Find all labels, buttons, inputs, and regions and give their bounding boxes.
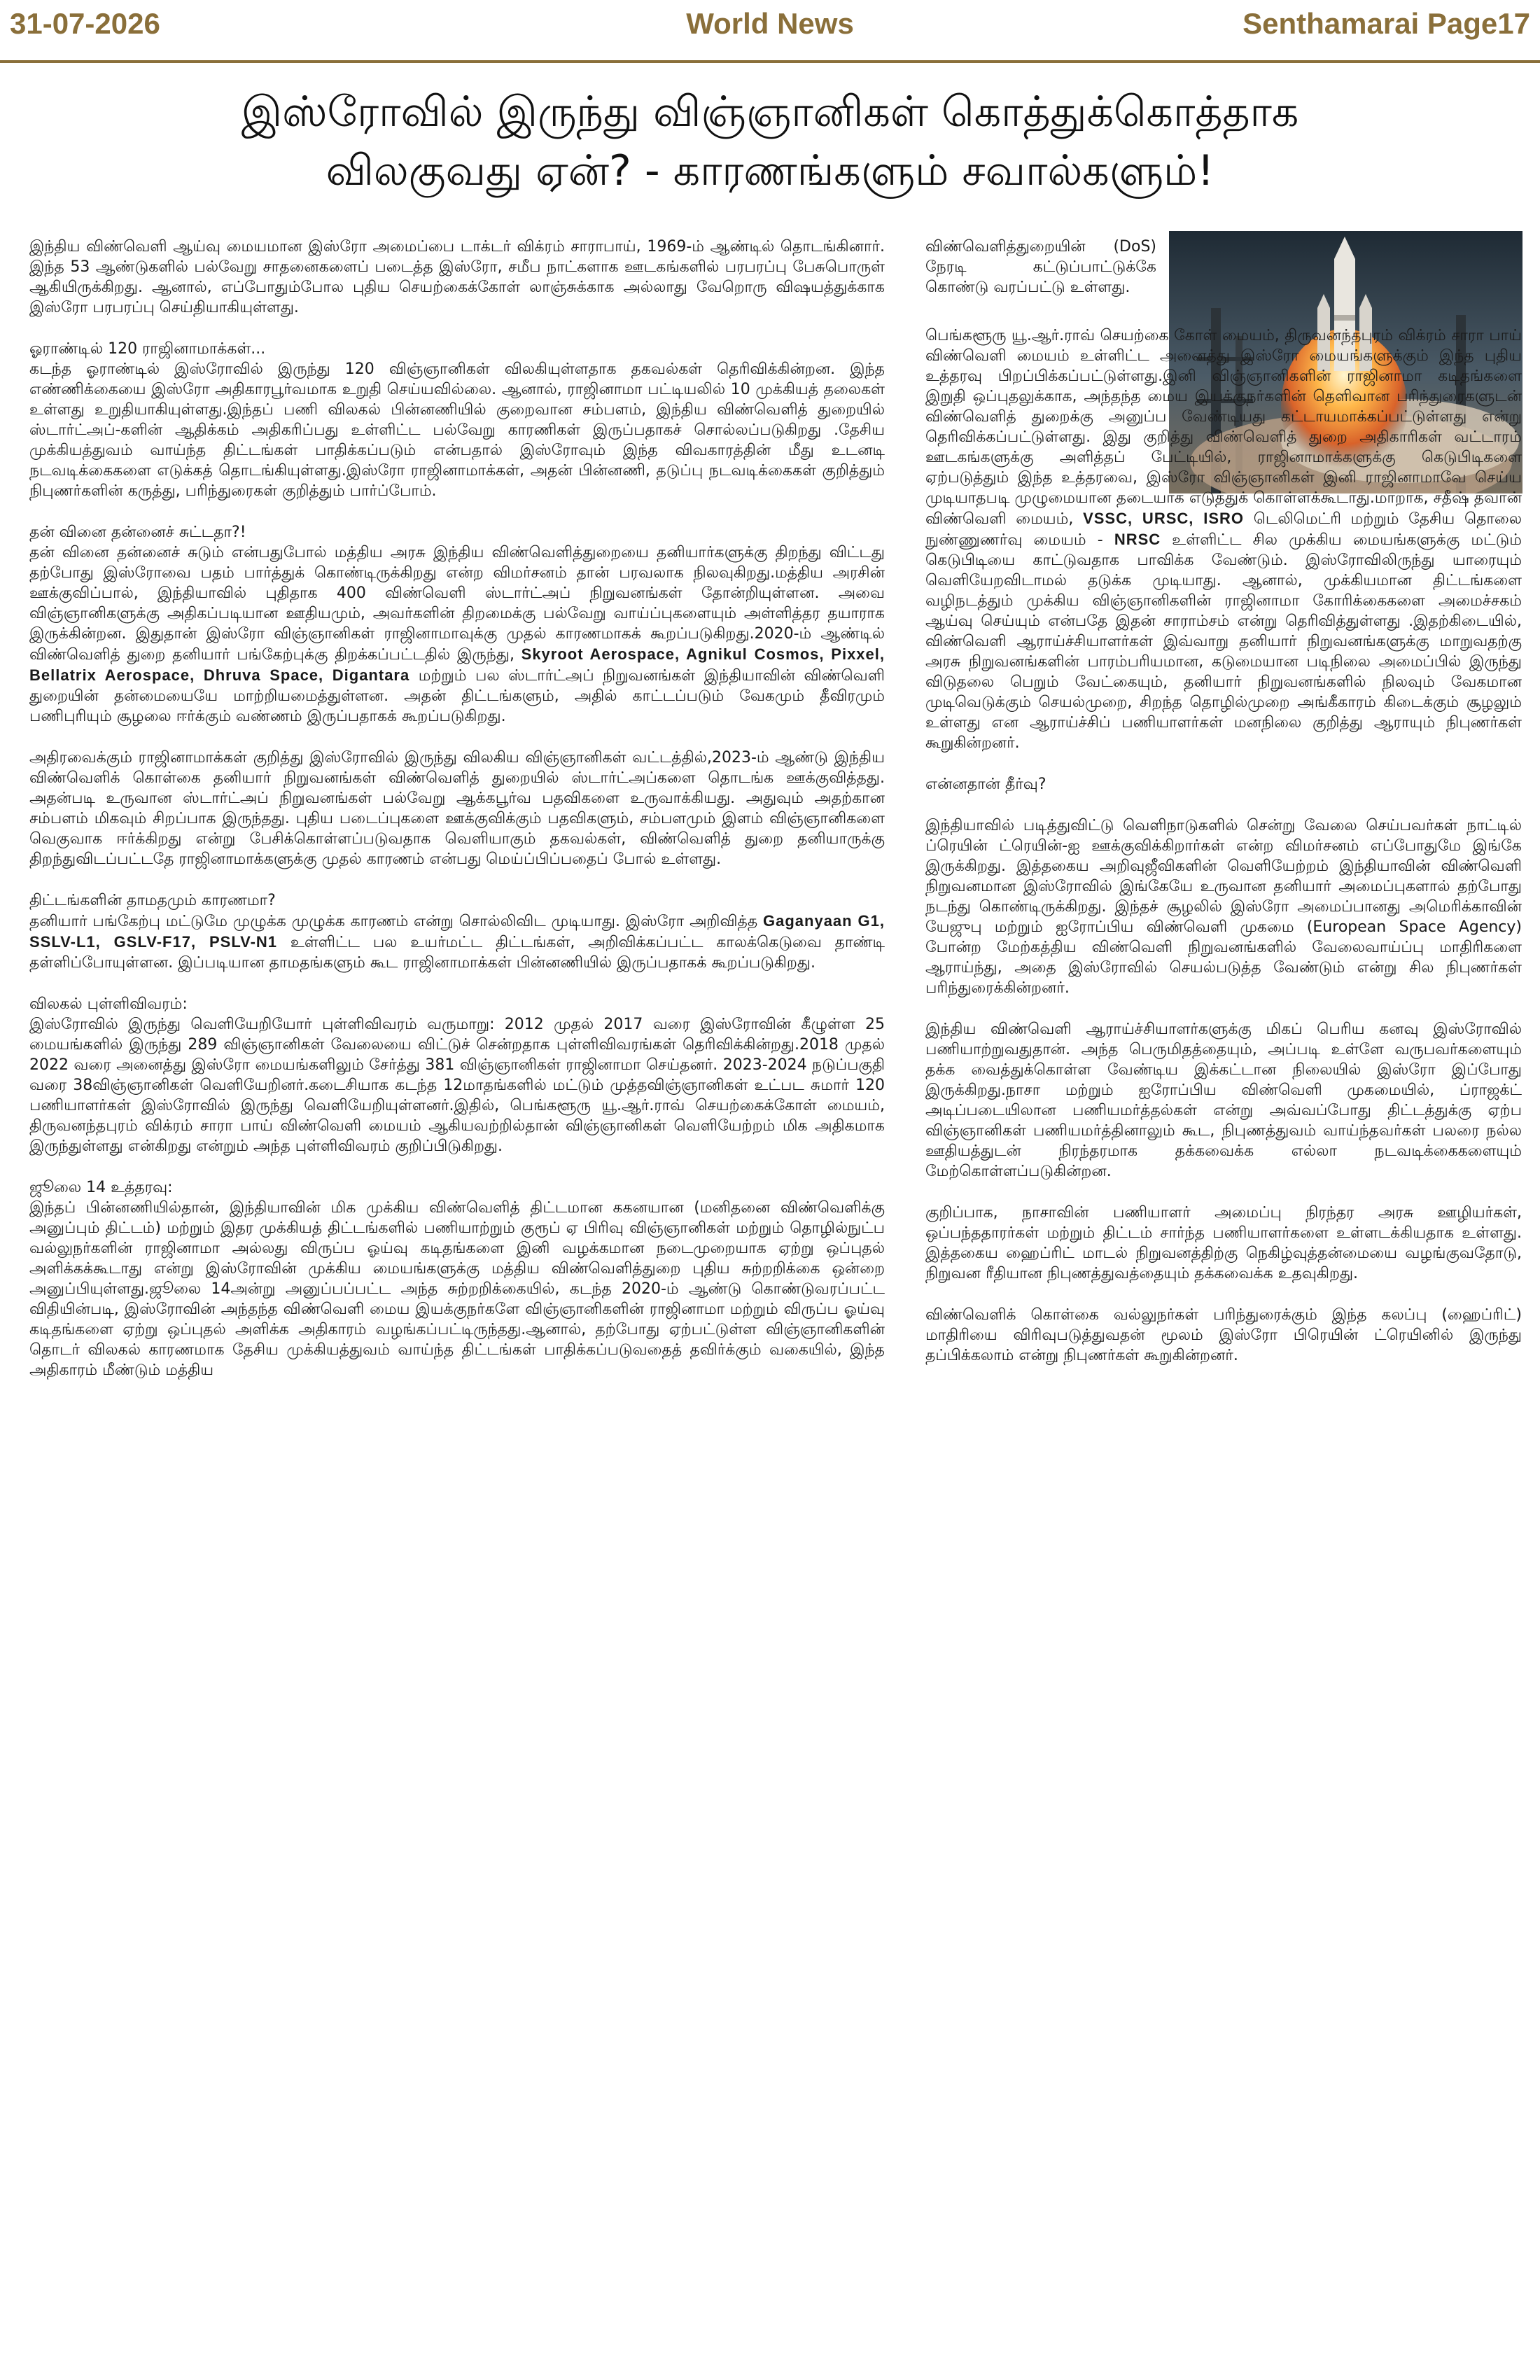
- section-title: தன் வினை தன்னைச் சுட்டதா?!: [29, 524, 246, 541]
- closing-paragraph: விண்வெளிக் கொள்கை வல்லுநர்கள் பரிந்துரைக்கும் இந்த கலப்பு (ஹைப்ரிட்) மாதிரியை விரிவுபடுத்துவதன் மூலம் இஸ்ரோ பிரெயின் ட்ரெயினில் இருந்து தப்பிக்கலாம் என்று நிபுணர்கள் கூறுகின்றனர்.: [925, 1306, 1522, 1364]
- masthead-rule: [0, 60, 1540, 63]
- section-body: இஸ்ரோவில் இருந்து வெளியேறியோர் புள்ளிவிவரம் வருமாறு: 2012 முதல் 2017 வரை இஸ்ரோவின் கீழுள்ள 25 மையங்களில் இருந்து 289 விஞ்ஞானிகள் வேலையை விட்டுச் சென்றதாக புள்ளிவிவரங்கள் தெரிவிக்கின்றது.2018 முதல் 2022 வரை அனைத்து இஸ்ரோ மையங்களிலும் சேர்த்து 381 விஞ்ஞானிகள் ராஜினாமா செய்தனர். 2023-2024 நடுப்பகுதி வரை 38விஞ்ஞானிகள் வெளியேறினர்.கடைசியாக கடந்த 12மாதங்களில் மட்டும் முத்தவிஞ்ஞானிகள் உட்பட சுமார் 120 பணியாளர்கள் இஸ்ரோவில் இருந்து வெளியேறியுள்ளனர்.இதில், பெங்களூரு யூ.ஆர்.ராவ் செயற்கைக்கோள் மையம், திருவனந்தபுரம் விக்ரம் சாரா பாய் விண்வெளி மையம் ஆகியவற்றில்தான் விஞ்ஞானிகள் வெளியேற்றம் மிக அதிகமாக இருந்துள்ளது என்கிறது என்றும் அந்த புள்ளிவிவரம் குறிப்பிடுகிறது.: [29, 1016, 885, 1155]
- masthead: [0, 0, 1540, 64]
- section-title: ஜூலை 14 உத்தரவு:: [29, 1179, 173, 1196]
- page-number: Senthamarai Page17: [1242, 7, 1530, 40]
- section-statistics: [29, 994, 885, 1156]
- body-text: உள்ளிட்ட சில முக்கிய மையங்களுக்கு மட்டும் கெடுபிடியை காட்டுவதாக பாவிக்க வேண்டும். இஸ்ரோவிலிருந்து யாரையும் வெளியேறவிடாமல் தடுக்க முடியாது. ஆனால், முக்கியமான திட்டங்களை வழிநடத்தும் முக்கிய விஞ்ஞானிகளின் ராஜினாமா கோரிக்கைகளை அமைச்சகம் ஆய்வு செய்யும் என்பதே இதன் சாராம்சம் என்று தெரிவித்துள்ளது .இதற்கிடையில், விண்வெளி ஆராய்ச்சியாளர்கள் இவ்வாறு தனியார் நிறுவனங்களுக்கு மாறுவதற்கு அரசு நிறுவனங்களின் பாரம்பரியமான, கடுமையான படிநிலை அமைப்பில் இருந்து விடுதலை பெறும் வேட்கையும், தனியார் நிறுவனங்களில் நிலவும் வேகமான முடிவெடுக்கும் செயல்முறை, சிறந்த தொழில்முறை அங்கீகாரம் கிடைக்கும் சூழலும் உள்ளது என ஆராய்ச்சிப் பணியாளர்கள் மனநிலை குறித்து ஆராயும் நிபுணர்கள் கூறுகின்றனர்.: [925, 531, 1522, 752]
- body-text: இந்தியாவில் படித்துவிட்டு வெளிநாடுகளில் சென்று வேலை செய்பவர்கள் நாட்டில் ப்ரெயின் ட்ரெயின்-ஐ ஊக்குவிக்கிறார்கள் என்ற விமர்சனம் எப்போதுமே இங்கே இருக்கிறது. இத்தகைய அறிவுஜீவிகளின் வெளியேற்றம் இந்தியாவின் விண்வெளி நிறுவனமான இஸ்ரோவில் இங்கேயே உருவான தனியார் அமைப்புகளால் தற்போது நடந்து கொண்டிருக்கிறது. இந்தச் சூழலில் இஸ்ரோ அமைப்பானது அமெரிக்காவின் யேஜுபு மற்றும் ஐரோப்பிய விண்வெளி முகமை: [925, 817, 1522, 936]
- section-title: ஓராண்டில் 120 ராஜினாமாக்கள்...: [29, 340, 266, 358]
- project-names: Gaganyaan G1, SSLV-L1, GSLV-F17, PSLV-N1: [29, 912, 885, 951]
- nasa-model-paragraph: குறிப்பாக, நாசாவின் பணியாளர் அமைப்பு நிரந்தர அரசு ஊழியர்கள், ஒப்பந்ததாரர்கள் மற்றும் திட்டம் சார்ந்த பணியாளர்களை உள்ளடக்கியதாக உள்ளது. இத்தகைய ஹைப்ரிட் மாடல் நிறுவனத்திற்கு நெகிழ்வுத்தன்மையை வழங்குவதோடு, நிறுவன ரீதியான நிபுணத்துவத்தையும் தக்கவைக்க உதவுகிறது.: [925, 1204, 1522, 1282]
- section-title: திட்டங்களின் தாமதமும் காரணமா?: [29, 892, 276, 909]
- headline-line-2: விலகுவது ஏன்? - காரணங்களும் சவால்களும்!: [326, 146, 1214, 195]
- left-column: [29, 237, 885, 2372]
- intro-paragraph: இந்திய விண்வெளி ஆய்வு மையமான இஸ்ரோ அமைப்பை டாக்டர் விக்ரம் சாராபாய், 1969-ம் ஆண்டில் தொடங்கினார். இந்த 53 ஆண்டுகளில் பல்வேறு சாதனைகளைப் படைத்த இஸ்ரோ, சமீப நாட்களாக ஊடகங்களில் பரபரப்பு பேசுபொருள் ஆகியிருக்கிறது. ஆனால், எப்போதும்போல புதிய செயற்கைக்கோள் லாஞ்சுக்காக அல்லாது வேறொரு விஷயத்துக்காக இஸ்ரோ பரபரப்பு செய்தியாகியுள்ளது.: [29, 238, 885, 316]
- shocking-resignations-paragraph: அதிரவைக்கும் ராஜினாமாக்கள் குறித்து இஸ்ரோவில் இருந்து விலகிய விஞ்ஞானிகள் வட்டத்தில்,2023-ம் ஆண்டு இந்திய விண்வெளிக் கொள்கை தனியார் நிறுவனங்கள் விண்வெளித் துறையில் ஸ்டார்ட்அப்களை தொடங்க ஊக்குவித்தது. அதன்படி உருவான ஸ்டார்ட்அப் நிறுவனங்கள் பல்வேறு ஆக்கபூர்வ பதவிகளை உருவாக்கியது. அதுவும் அதற்கான சம்பளம் மிகவும் சிறப்பாக இருந்தது. புதிய படைப்புகளை ஊக்குவிக்கும் பதவிகளும், சம்பளமும் இளம் விஞ்ஞானிகளை வெகுவாக ஈர்க்கிறது என்று பேசிக்கொள்ளப்படுவதாக வெளியாகும் தகவல்கள், விண்வெளித் துறை தனியாருக்கு திறந்துவிடப்பட்டதே ராஜினாமாக்களுக்கு முதல் காரணம் என்பது மெய்ப்பிப்பதைப் போல் உள்ளது.: [29, 749, 885, 868]
- body-text: போன்ற மேற்கத்திய விண்வெளி நிறுவனங்களில் வேலைவாய்ப்பு மாதிரிகளை ஆராய்ந்து, அதை இஸ்ரோவில் செயல்படுத்த வேண்டும் என்று சில நிபுணர்கள் பரிந்துரைக்கின்றனர்.: [925, 939, 1522, 997]
- section-delays: [29, 890, 885, 973]
- issue-date: 31-07-2026: [10, 7, 160, 40]
- section-july-order: [29, 1177, 885, 1380]
- article-headline: [70, 83, 1470, 200]
- body-text: உள்ளிட்ட பல உயர்மட்ட திட்டங்கள், அறிவிக்கப்பட்ட காலக்கெடுவை தாண்டி தள்ளிப்போயுள்ளன. இப்படியான தாமதங்களும் கூட ராஜினாமாக்கள் பின்னணியில் இருப்பதாகக் கூறப்படுகிறது.: [29, 934, 885, 972]
- esa-label: (European Space Agency): [1306, 918, 1522, 936]
- nrsc-label: NRSC: [1114, 531, 1161, 548]
- body-text: தன் வினை தன்னைச் சுடும் என்பதுபோல் மத்திய அரசு இந்திய விண்வெளித்துறையை தனியார்களுக்கு திறந்து விட்டது தற்போது இஸ்ரோவை பதம் பார்த்துக் கொண்டிருக்கிறது என்ற விமர்சனம் தான் பரவலாக நிலவுகிறது.மத்திய அரசின் ஊக்குவிப்பால், இந்தியாவில் புதிதாக 400 விண்வெளி ஸ்டார்ட்அப் நிறுவனங்கள் தோன்றியுள்ளன. அவை விஞ்ஞானிகளுக்கு அதிகப்படியான ஊதியமும், அவர்களின் திறமைக்கு பல்வேறு வாய்ப்புகளையும் அள்ளித்தர தயாராக இருக்கின்றன. இதுதான் இஸ்ரோ விஞ்ஞானிகள் ராஜினாமாவுக்கு முதல் காரணமாகக் கூறப்படுகிறது.2020-ம் ஆண்டில் விண்வெளித் துறை தனியார் பங்கேற்புக்கு திறக்கப்பட்டதில் இருந்து,: [29, 544, 885, 664]
- order-details-paragraph: [925, 326, 1522, 753]
- dos-control-paragraph: [925, 237, 1156, 298]
- body-text: விண்வெளித்துறையின் (DoS) நேரடி கட்டுப்பாட்டுக்கே கொண்டு வரப்பட்டு உள்ளது.: [925, 238, 1156, 296]
- headline-line-1: இஸ்ரோவில் இருந்து விஞ்ஞானிகள் கொத்துக்கொத்தாக: [241, 88, 1299, 136]
- body-text: தனியார் பங்கேற்பு மட்டுமே முழுக்க முழுக்க காரணம் என்று சொல்லிவிட முடியாது. இஸ்ரோ அறிவித்த: [29, 913, 758, 930]
- section-title: விலகல் புள்ளிவிவரம்:: [29, 995, 188, 1013]
- body-text: டெலிமெட்ரி மற்றும் தேசிய தொலை நுண்ணுணர்வு மையம் -: [925, 510, 1522, 549]
- section-body: கடந்த ஓராண்டில் இஸ்ரோவில் இருந்து 120 விஞ்ஞானிகள் விலகியுள்ளதாக தகவல்கள் தெரிவிக்கின்றன. இந்த எண்ணிக்கையை இஸ்ரோ அதிகாரபூர்வமாக உறுதி செய்யவில்லை. ஆனால், ராஜினாமா பட்டியலில் 10 முக்கியத் தலைகள் உள்ளது உறுதியாகியுள்ளது.இந்தப் பணி விலகல் பின்னணியில் குறைவான சம்பளம், இந்திய விண்வெளித் துறையில் ஸ்டார்ட்அப்-களின் ஆதிக்கம் அதிகரிப்பது உள்ளிட்ட பல்வேறு காரணிகள் இருப்பதாகச் சொல்லப்படுகிறது .தேசிய முக்கியத்துவம் வாய்ந்த திட்டங்கள் பாதிக்கப்படும் என்பதால் இஸ்ரோவும் இந்த விவகாரத்தின் மீது உடனடி நடவடிக்கைகளை எடுக்கத் தொடங்கியுள்ளது.இஸ்ரோ ராஜினாமாக்கள், அதன் பின்னணி, தடுப்பு நடவடிக்கைகள் குறித்தும் நிபுணர்களின் கருத்து, பரிந்துரைகள் குறித்தும் பார்ப்போம்.: [29, 360, 885, 500]
- section-body: இந்தப் பின்னணியில்தான், இந்தியாவின் மிக முக்கிய விண்வெளித் திட்டமான ககனயான (மனிதனை விண்வெளிக்கு அனுப்பும் திட்டம்) மற்றும் இதர முக்கியத் திட்டங்களில் பணியாற்றும் குரூப் ஏ பிரிவு விஞ்ஞானிகள் மற்றும் தொழில்நுட்ப வல்லுநர்களின் ராஜினாமா அல்லது விருப்ப ஓய்வு கடிதங்களை இனி வழக்கமான நடைமுறையாக ஏற்று ஒப்புதல் அளிக்கக்கூடாது என்று இஸ்ரோவின் முக்கிய மையங்களுக்கு மத்திய விண்வெளித்துறை புதிய சுற்றறிக்கை ஒன்றை அனுப்பியுள்ளது.ஜூலை 14அன்று அனுப்பப்பட்ட அந்த சுற்றறிக்கையில், கடந்த 2020-ம் ஆண்டு கொண்டுவரப்பட்ட விதியின்படி, இஸ்ரோவின் அந்தந்த விண்வெளி மைய இயக்குநர்களே விஞ்ஞானிகளின் ராஜினாமா மற்றும் விருப்ப ஓய்வு கடிதங்களை ஏற்று ஒப்புதல் அளிக்க அதிகாரம் வழங்கப்பட்டிருந்தது.ஆனால், தற்போது ஏற்பட்டுள்ள விஞ்ஞானிகளின் தொடர் விலகல் காரணமாக தேசிய முக்கியத்துவம் வாய்ந்த திட்டங்கள் பாதிக்கப்படுவதைத் தவிர்க்கும் வகையில், இந்த அதிகாரம் மீண்டும் மத்திய: [29, 1199, 885, 1379]
- body-text: பெங்களூரு யூ.ஆர்.ராவ் செயற்கை கோள் மையம், திருவனந்தபுரம் விக்ரம் சாரா பாய் விண்வெளி மையம் உள்ளிட்ட அனைத்து இஸ்ரோ மையங்களுக்கும் இந்த புதிய உத்தரவு பிறப்பிக்கப்பட்டுள்ளது.இனி விஞ்ஞானிகளின் ராஜினாமா கடிதங்களை இறுதி ஒப்புதலுக்காக, அந்தந்த மைய இயக்குநர்களின் தெளிவான பரிந்துரைகளுடன் விண்வெளித் துறைக்கு அனுப்ப வேண்டியது கட்டாயமாக்கப்பட்டுள்ளது என்று தெரிவிக்கப்பட்டுள்ளது. இது குறித்து விண்வெளித் துறை அதிகாரிகள் வட்டாரம் ஊடகங்களுக்கு அளித்தப் பேட்டியில், ராஜினாமாக்களுக்கு கெடுபிடிகளை ஏற்படுத்தும் இந்த உத்தரவை, இஸ்ரோ விஞ்ஞானிகள் இனி ராஜினாமாவே செய்ய முடியாதபடி முழுமையான தடையாக எடுத்துக் கொள்ளக்கூடாது.மாறாக, சதீஷ் தவான் விண்வெளி மையம்,: [925, 327, 1522, 528]
- body-text: மற்றும் பல ஸ்டார்ட்அப் நிறுவனங்கள் இந்தியாவின் விண்வெளி துறையின் தன்மையையே மாற்றியமைத்துள்ளன. அதன் திட்டங்களும், அதில் காட்டப்படும் வேகமும் தீவிரமும் பணிபுரியும் சூழலை ஈர்க்கும் வண்ணம் இருப்பதாகக் கூறப்படுகிறது.: [29, 667, 885, 725]
- section-title: என்னதான் தீர்வு?: [925, 776, 1046, 793]
- section-body: [29, 911, 885, 973]
- brain-drain-paragraph: [925, 816, 1522, 998]
- section-resignations: [29, 339, 885, 501]
- section-body: [29, 542, 885, 727]
- section-name: World News: [686, 7, 854, 40]
- startup-names: Skyroot Aerospace, Agnikul Cosmos, Pixxel, Bellatrix Aerospace, Dhruva Space, Digantara: [29, 645, 885, 684]
- section-own-doing: [29, 522, 885, 727]
- section-solution: [925, 774, 1522, 794]
- retention-paragraph: இந்திய விண்வெளி ஆராய்ச்சியாளர்களுக்கு மிகப் பெரிய கனவு இஸ்ரோவில் பணியாற்றுவதுதான். அந்த பெருமிதத்தையும், அப்படி உள்ளே வருபவர்களையும் தக்க வைத்துக்கொள்ள வேண்டிய இக்கட்டான நிலையில் இஸ்ரோ இப்போது இருக்கிறது.நாசா மற்றும் ஐரோப்பிய விண்வெளி முகமையில், ப்ராஜக்ட் அடிப்படையிலான பணியமர்த்தல்கள் என்று அவ்வப்போது திட்டத்துக்கு ஏற்ப விஞ்ஞானிகள் பணியமர்த்தினாலும் கூட, நிபுணத்துவம் வாய்ந்தவர்கள் பலரை நல்ல ஊதியத்துடன் நிரந்தரமாக தக்கவைக்க எல்லா நடவடிக்கைகளையும் மேற்கொள்ளப்படுகின்றன.: [925, 1021, 1522, 1180]
- centre-names: VSSC, URSC, ISRO: [1083, 510, 1245, 527]
- right-column: [925, 237, 1522, 2372]
